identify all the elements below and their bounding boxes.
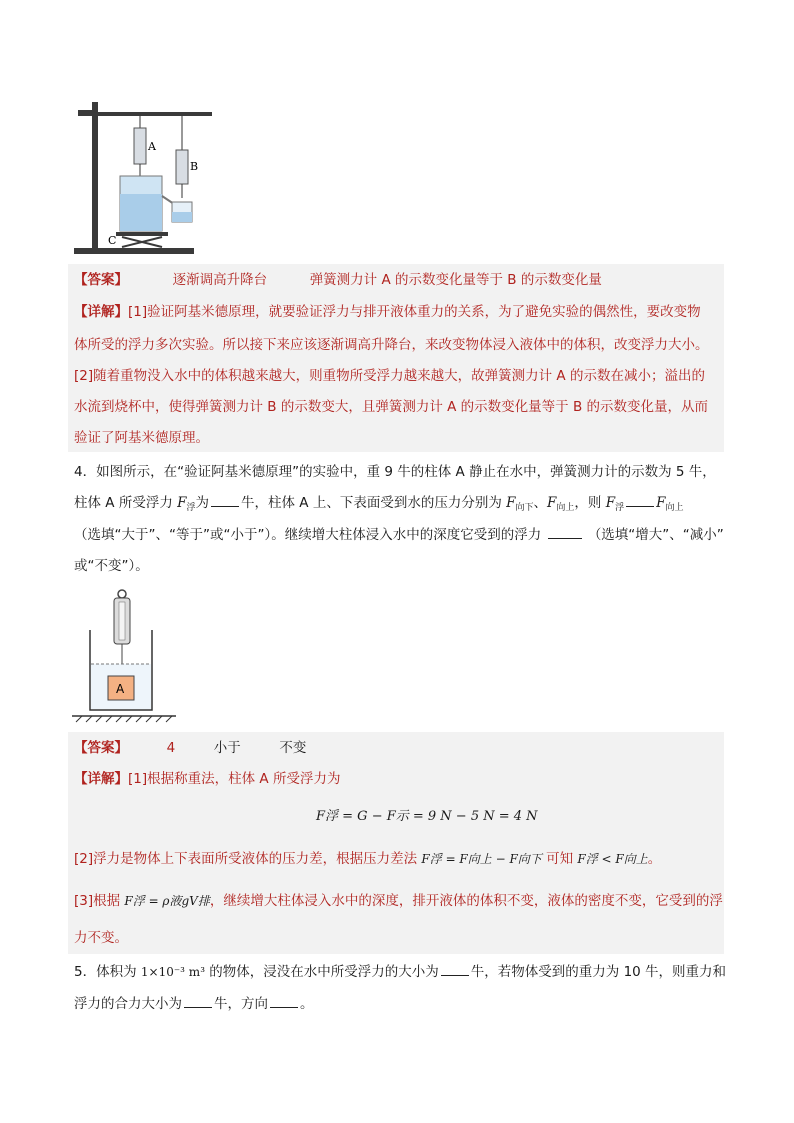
q4-text: （选填“大于”、“等于”或“小于”）。继续增大柱体浸入水中的深度它受到的浮力 [74,527,542,543]
volume-value: 1×10⁻³ m³ [140,965,205,979]
question-4-line-2 [74,493,684,518]
answer-item: 弹簧测力计 A 的示数变化量等于 B 的示数变化量 [309,272,602,288]
f-up-symbol: $F_{向上}$ [656,495,684,513]
answer-tag: 【答案】 [74,272,128,288]
label-b: B [190,160,199,173]
equation-3: F浮 < F向上 [577,852,648,866]
q5-text: 牛，方向 [214,996,268,1012]
equation-4: F浮 = ρ液gV排 [124,894,210,908]
answer-blank[interactable] [270,995,298,1008]
detail-text: [3]根据 [74,893,121,909]
q5-text: 浮力的合力大小为 [74,996,182,1012]
detail-text: ，继续增大柱体浸入水中的深度，排开液体的体积不变，液体的密度不变，它受到的浮 [209,893,723,909]
answer-line-1 [74,270,602,290]
detail-text: 验证了阿基米德原理。 [74,430,209,446]
answer-block-1 [68,264,724,452]
q5-text: 的物体，浸没在水中所受浮力的大小为 [209,964,439,980]
answer-blank[interactable] [211,494,239,507]
f-float-symbol: $F_浮$ [177,495,196,513]
question-5-line-1 [74,962,726,982]
answer-blank[interactable] [184,995,212,1008]
answer-item: 逐渐调高升降台 [172,272,268,288]
detail-tag: 【详解】 [74,771,128,787]
answer-block-2 [68,732,724,954]
q4-text: ，则 [574,495,602,511]
answer-blank[interactable] [548,526,582,539]
q5-text: 5．体积为 [74,964,137,980]
question-5-line-2 [74,994,314,1014]
detail-text: 可知 [546,851,574,867]
detail-text: 水流到烧杯中，使得弹簧测力计 B 的示数变大，且弹簧测力计 A 的示数变化量等于 B 的示数变化量，从而 [74,399,709,415]
answer-item: 小于 [213,740,241,756]
question-4-line-3 [74,525,724,545]
detail-tag: 【详解】 [74,304,128,320]
q4-text: （选填“增大”、“减小” [587,527,724,543]
equation-1: F浮 = G − F示 = 9 N − 5 N = 4 N [316,809,538,824]
question-4-line-4: 或“不变”）。 [74,558,149,574]
q4-text: 牛，柱体 A 上、下表面受到水的压力分别为 [241,495,502,511]
label-a: A [148,140,156,153]
answer-blank[interactable] [626,494,654,507]
apparatus-figure [72,98,217,258]
detail-text: [1]根据称重法，柱体 A 所受浮力为 [128,771,341,787]
answer-blank[interactable] [441,963,469,976]
detail-text: [2]随着重物没入水中的体积越来越大，则重物所受浮力越来越大，故弹簧测力计 A 的示数在减小；溢出的 [74,368,705,384]
answer-line-2 [74,738,306,758]
q4-text: 、 [533,495,548,511]
q5-text: 。 [300,996,314,1012]
detail-line [74,769,340,789]
q5-text: 牛，若物体受到的重力为 10 牛，则重力和 [470,964,727,980]
detail-text: 体所受的浮力多次实验。所以接下来应该逐渐调高升降台，来改变物体浸入液体中的体积，改变浮力大小。 [74,337,709,353]
detail-line [74,891,723,911]
detail-text: 。 [647,851,662,867]
block-label: A [116,682,125,696]
detail-text: 力不变。 [74,930,128,946]
question-4-line-1: 4．如图所示，在“验证阿基米德原理”的实验中，重 9 牛的柱体 A 静止在水中，弹簧测力计的示数为 5 牛， [74,464,716,480]
f-up-symbol: $F_{向上}$ [547,495,575,513]
f-down-symbol: $F_{向下}$ [506,495,534,513]
answer-item: 不变 [279,740,307,756]
equation-2: F浮 = F向上 − F向下 [421,852,542,866]
beaker-figure [72,588,180,723]
detail-line [74,849,661,869]
answer-tag: 【答案】 [74,740,128,756]
detail-text: [2]浮力是物体上下表面所受液体的压力差，根据压力差法 [74,851,418,867]
q4-text: 为 [195,495,210,511]
answer-item: 4 [166,740,176,756]
q4-text: 柱体 A 所受浮力 [74,495,173,511]
label-c: C [108,234,117,247]
detail-text: [1]验证阿基米德原理，就要验证浮力与排开液体重力的关系，为了避免实验的偶然性，要改变物 [128,304,701,320]
f-float-symbol: $F_浮$ [605,495,625,513]
detail-line [74,302,701,322]
